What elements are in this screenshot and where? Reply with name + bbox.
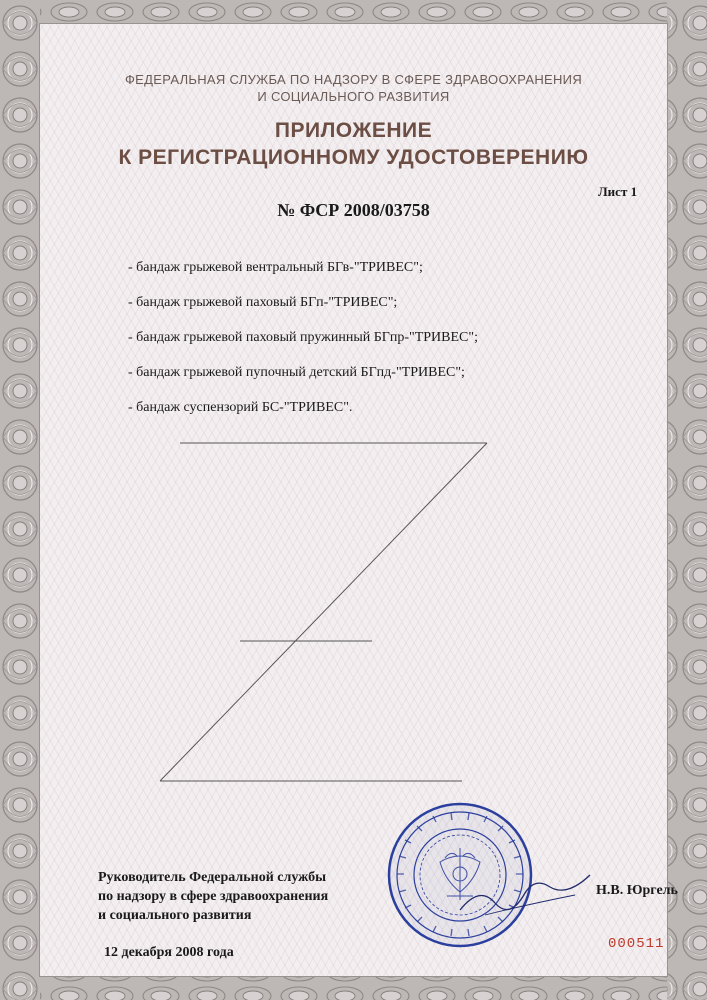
- registration-number: № ФСР 2008/03758: [277, 200, 430, 220]
- list-item: - бандаж суспензорий БС-"ТРИВЕС".: [128, 400, 353, 415]
- sheet-number: Лист 1: [598, 184, 638, 199]
- list-item: - бандаж грыжевой паховый БГп-"ТРИВЕС";: [128, 295, 398, 310]
- agency-name-line-1: ФЕДЕРАЛЬНАЯ СЛУЖБА ПО НАДЗОРУ В СФЕРЕ ЗДРАВООХРАНЕНИЯ: [124, 72, 583, 87]
- document-title: ПРИЛОЖЕНИЕ: [274, 119, 433, 142]
- serial-number: 000511: [608, 936, 665, 952]
- signatory-title-line-2: по надзору в сфере здравоохранения: [98, 889, 329, 904]
- list-item: - бандаж грыжевой пупочный детский БГпд-"ТРИВЕС";: [128, 365, 465, 380]
- signatory-title-line-3: и социального развития: [98, 908, 252, 923]
- list-item: - бандаж грыжевой вентральный БГв-"ТРИВЕС";: [128, 260, 423, 275]
- list-item: - бандаж грыжевой паховый пружинный БГпр-"ТРИВЕС";: [128, 330, 478, 345]
- issue-date: 12 декабря 2008 года: [104, 945, 234, 960]
- signatory-title-line-1: Руководитель Федеральной службы: [98, 870, 327, 885]
- handwritten-signature: [455, 865, 595, 925]
- agency-name-line-2: И СОЦИАЛЬНОГО РАЗВИТИЯ: [257, 89, 450, 104]
- document-subtitle: К РЕГИСТРАЦИОННОМУ УДОСТОВЕРЕНИЮ: [118, 146, 589, 169]
- signatory-name: Н.В. Юргель: [596, 883, 678, 898]
